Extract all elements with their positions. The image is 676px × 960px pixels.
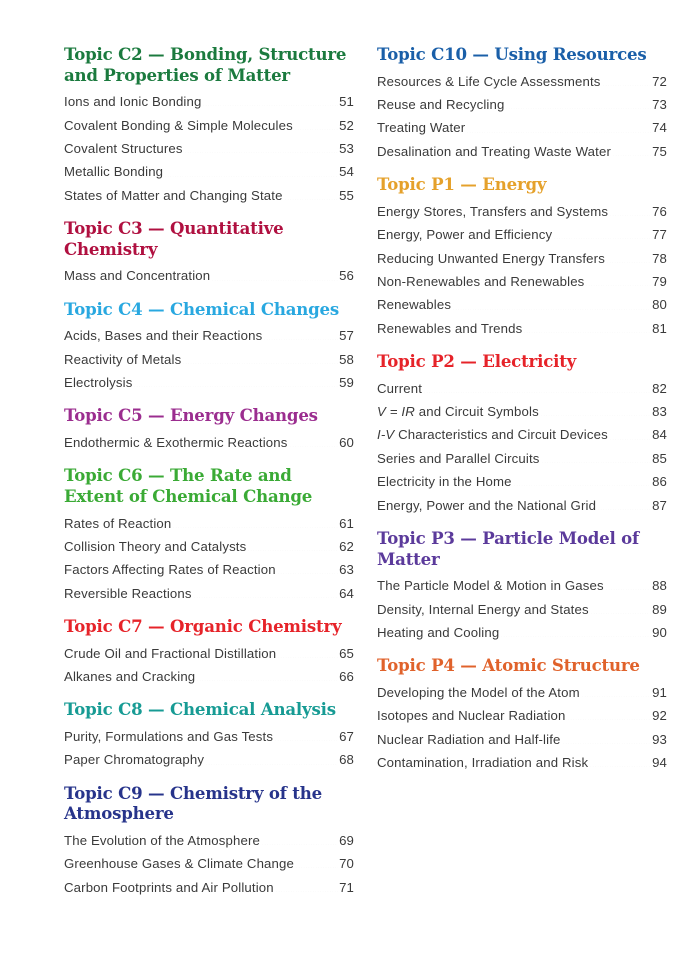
topic-block (64, 44, 354, 207)
dot-leader (606, 589, 651, 590)
entry-page-number: 82 (652, 380, 667, 396)
entry-page-number: 53 (339, 141, 354, 156)
dot-leader (203, 105, 338, 106)
entry-title: Purity, Formulations and Gas Tests (64, 728, 274, 744)
entry-title: Treating Water (377, 120, 466, 136)
entry-title: Developing the Model of the Atom (377, 684, 580, 700)
contents-entry[interactable] (377, 751, 667, 774)
entry-page-number: 81 (652, 320, 667, 336)
contents-entry[interactable] (64, 348, 354, 371)
contents-entry[interactable] (377, 728, 667, 751)
entry-page-number: 64 (339, 585, 354, 601)
contents-entry[interactable] (377, 447, 667, 470)
entry-page-number: 54 (339, 164, 354, 180)
entry-title: The Evolution of the Atmosphere (64, 832, 260, 848)
entry-page-number: 55 (339, 187, 354, 203)
contents-entry[interactable] (377, 70, 667, 93)
contents-entry[interactable] (377, 423, 667, 446)
dot-leader (524, 332, 651, 333)
entry-title: Reducing Unwanted Energy Transfers (377, 250, 605, 266)
entry-page-number: 69 (339, 832, 354, 848)
contents-entry[interactable] (64, 324, 354, 347)
dot-leader (542, 462, 652, 463)
dot-leader (568, 719, 652, 720)
entry-page-number: 75 (652, 143, 667, 159)
entry-page-number: 92 (652, 708, 667, 724)
entry-title: Energy, Power and the National Grid (377, 497, 597, 513)
entry-title: Electricity in the Home (377, 474, 512, 490)
contents-entry[interactable] (64, 160, 354, 183)
entry-title: Current (377, 380, 423, 396)
entry-page-number: 71 (339, 879, 354, 895)
dot-leader (598, 509, 651, 510)
entry-title: States of Matter and Changing State (64, 187, 283, 203)
entry-title: Reuse and Recycling (377, 97, 505, 113)
entry-title: Factors Affecting Rates of Reaction (64, 562, 276, 578)
contents-entry[interactable] (64, 725, 354, 748)
dot-leader (591, 613, 651, 614)
entry-page-number: 70 (339, 856, 354, 872)
contents-entry[interactable] (64, 748, 354, 771)
entry-page-number: 58 (339, 351, 354, 367)
dot-leader (554, 238, 651, 239)
contents-entry[interactable] (64, 431, 354, 454)
entry-page-number: 62 (339, 538, 354, 554)
contents-entry[interactable] (377, 140, 667, 163)
topic-heading: Topic C5 — Energy Changes (64, 405, 318, 426)
contents-entry[interactable] (64, 852, 354, 875)
topic-block (377, 44, 667, 163)
contents-entry[interactable] (377, 681, 667, 704)
entry-title: Ions and Ionic Bonding (64, 94, 202, 110)
contents-entry[interactable] (64, 184, 354, 207)
contents-entry[interactable] (64, 511, 354, 534)
dot-leader (582, 696, 651, 697)
topic-heading: Topic P1 — Energy (377, 174, 547, 195)
entry-page-number: 84 (652, 427, 667, 443)
entry-page-number: 60 (339, 434, 354, 450)
dot-leader (501, 636, 651, 637)
topic-heading: Topic P4 — Atomic Structure (377, 655, 640, 676)
dot-leader (610, 215, 651, 216)
topic-block (377, 644, 667, 774)
entry-title: Energy, Power and Efficiency (377, 227, 553, 243)
contents-entry[interactable] (64, 535, 354, 558)
dot-leader (212, 280, 338, 281)
entry-page-number: 59 (339, 375, 354, 391)
entry-page-number: 79 (652, 273, 667, 289)
dot-leader (424, 392, 651, 393)
entry-page-number: 77 (652, 227, 667, 243)
topic-heading: Topic C6 — The Rate and Extent of Chemical Change (64, 465, 313, 506)
contents-entry[interactable] (377, 93, 667, 116)
entry-title: Greenhouse Gases & Climate Change (64, 856, 294, 872)
dot-leader (607, 262, 651, 263)
dot-leader (183, 363, 338, 364)
entry-page-number: 91 (652, 684, 667, 700)
entry-title: Paper Chromatography (64, 752, 205, 768)
contents-entry[interactable] (64, 137, 354, 160)
contents-entry[interactable] (377, 223, 667, 246)
topic-heading: Topic C7 — Organic Chemistry (64, 615, 342, 636)
contents-entry[interactable] (377, 270, 667, 293)
dot-leader (563, 743, 652, 744)
dot-leader (275, 740, 338, 741)
dot-leader (296, 867, 338, 868)
contents-entry[interactable] (377, 494, 667, 517)
entry-page-number: 63 (339, 562, 354, 578)
contents-entry[interactable] (377, 377, 667, 400)
dot-leader (173, 527, 338, 528)
entry-title: Rates of Reaction (64, 515, 172, 531)
entry-page-number: 56 (339, 268, 354, 284)
topic-heading: Topic C8 — Chemical Analysis (64, 699, 336, 720)
dot-leader (194, 597, 339, 598)
dot-leader (262, 844, 338, 845)
entry-title: Crude Oil and Fractional Distillation (64, 645, 277, 661)
dot-leader (613, 155, 651, 156)
entry-title: Electrolysis (64, 375, 133, 391)
entry-page-number: 67 (339, 728, 354, 744)
entry-title: Reversible Reactions (64, 585, 192, 601)
dot-leader (603, 85, 652, 86)
contents-entry[interactable] (377, 704, 667, 727)
contents-entry[interactable] (377, 246, 667, 269)
entry-page-number: 87 (652, 497, 667, 513)
entry-title: Energy Stores, Transfers and Systems (377, 203, 609, 219)
entry-page-number: 86 (652, 474, 667, 490)
entry-title: Resources & Life Cycle Assessments (377, 73, 601, 89)
topic-block (64, 394, 354, 454)
contents-entry[interactable] (377, 317, 667, 340)
dot-leader (586, 285, 651, 286)
entry-title: Collision Theory and Catalysts (64, 538, 247, 554)
dot-leader (264, 339, 338, 340)
entry-title: The Particle Model & Motion in Gases (377, 578, 604, 594)
left-column (64, 44, 354, 899)
dot-leader (467, 132, 651, 133)
entry-title: Acids, Bases and their Reactions (64, 328, 263, 344)
contents-entry[interactable] (64, 642, 354, 665)
entry-title: Carbon Footprints and Air Pollution (64, 879, 274, 895)
contents-entry[interactable] (377, 200, 667, 223)
entry-title: Metallic Bonding (64, 164, 164, 180)
contents-entry[interactable] (64, 90, 354, 113)
contents-entry[interactable] (64, 876, 354, 899)
dot-leader (285, 199, 339, 200)
entry-title: Desalination and Treating Waste Water (377, 143, 611, 159)
contents-entry[interactable] (64, 114, 354, 137)
entry-title: Density, Internal Energy and States (377, 601, 589, 617)
dot-leader (276, 891, 338, 892)
dot-leader (541, 415, 651, 416)
contents-entry[interactable] (377, 116, 667, 139)
dot-leader (290, 446, 339, 447)
topic-heading: Topic P2 — Electricity (377, 351, 577, 372)
topic-heading: Topic C2 — Bonding, Structure and Properties of Matter (64, 44, 347, 85)
dot-leader (590, 766, 651, 767)
entry-page-number: 51 (339, 94, 354, 110)
contents-entry[interactable] (377, 400, 667, 423)
topic-heading: Topic C9 — Chemistry of the Atmosphere (64, 782, 322, 824)
entry-title: Reactivity of Metals (64, 351, 182, 367)
contents-entry[interactable] (377, 470, 667, 493)
entry-title: Alkanes and Cracking (64, 669, 196, 685)
entry-page-number: 90 (652, 624, 667, 640)
entry-page-number: 93 (652, 731, 667, 747)
topic-block (64, 454, 354, 605)
topic-block (64, 605, 354, 688)
topic-block (64, 772, 354, 899)
contents-columns (64, 44, 667, 899)
dot-leader (197, 680, 338, 681)
entry-title: V = IR and Circuit Symbols (377, 404, 539, 420)
dot-leader (248, 550, 338, 551)
entry-page-number: 80 (652, 297, 667, 313)
entry-page-number: 85 (652, 450, 667, 466)
dot-leader (134, 386, 338, 387)
contents-entry[interactable] (64, 264, 354, 287)
contents-entry[interactable] (377, 293, 667, 316)
entry-title: Heating and Cooling (377, 624, 500, 640)
entry-page-number: 94 (652, 755, 667, 771)
dot-leader (610, 439, 651, 440)
contents-entry[interactable] (377, 621, 667, 644)
entry-title: Non-Renewables and Renewables (377, 273, 585, 289)
entry-page-number: 65 (339, 645, 354, 661)
entry-page-number: 73 (652, 97, 667, 113)
entry-page-number: 89 (652, 601, 667, 617)
entry-title: Contamination, Irradiation and Risk (377, 755, 589, 771)
entry-page-number: 57 (339, 328, 354, 344)
dot-leader (206, 764, 338, 765)
dot-leader (295, 129, 338, 130)
entry-title: Covalent Structures (64, 141, 183, 156)
topic-heading: Topic C4 — Chemical Changes (64, 298, 340, 319)
topic-block (377, 163, 667, 340)
topic-block (64, 688, 354, 771)
dot-leader (453, 309, 651, 310)
entry-page-number: 66 (339, 669, 354, 685)
contents-entry[interactable] (377, 574, 667, 597)
entry-page-number: 52 (339, 117, 354, 133)
entry-page-number: 72 (652, 73, 667, 89)
entry-title: Renewables (377, 297, 452, 313)
entry-page-number: 83 (652, 404, 667, 420)
topic-heading: Topic C10 — Using Resources (377, 44, 647, 64)
entry-page-number: 88 (652, 578, 667, 594)
entry-title: Mass and Concentration (64, 268, 211, 284)
contents-entry[interactable] (377, 597, 667, 620)
entry-title: I-V Characteristics and Circuit Devices (377, 427, 608, 443)
entry-title: Endothermic & Exothermic Reactions (64, 434, 288, 450)
entry-title: Series and Parallel Circuits (377, 450, 540, 466)
entry-title: Nuclear Radiation and Half-life (377, 731, 561, 747)
topic-block (64, 207, 354, 288)
topic-heading: Topic C3 — Quantitative Chemistry (64, 218, 284, 259)
contents-entry[interactable] (64, 829, 354, 852)
contents-entry[interactable] (64, 558, 354, 581)
entry-title: Renewables and Trends (377, 320, 523, 336)
dot-leader (185, 152, 338, 153)
dot-leader (514, 485, 651, 486)
entry-page-number: 76 (652, 203, 667, 219)
contents-entry[interactable] (64, 665, 354, 688)
topic-block (377, 340, 667, 517)
dot-leader (278, 573, 338, 574)
topic-heading: Topic P3 — Particle Model of Matter (377, 527, 639, 569)
entry-title: Covalent Bonding & Simple Molecules (64, 117, 293, 133)
entry-page-number: 61 (339, 515, 354, 531)
entry-page-number: 68 (339, 752, 354, 768)
dot-leader (506, 108, 651, 109)
topic-block (377, 517, 667, 644)
entry-title: Isotopes and Nuclear Radiation (377, 708, 566, 724)
right-column (377, 44, 667, 774)
dot-leader (278, 657, 338, 658)
entry-page-number: 74 (652, 120, 667, 136)
contents-entry[interactable] (64, 371, 354, 394)
entry-page-number: 78 (652, 250, 667, 266)
dot-leader (165, 176, 338, 177)
contents-entry[interactable] (64, 582, 354, 605)
topic-block (64, 288, 354, 395)
